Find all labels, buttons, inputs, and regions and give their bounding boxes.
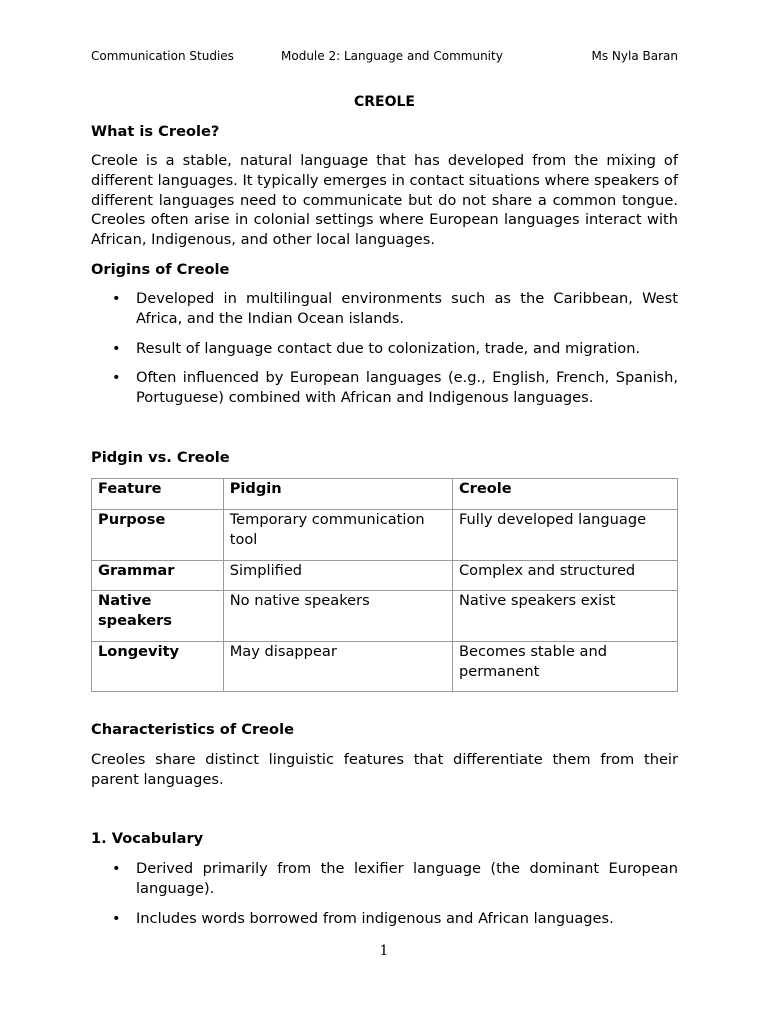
table-header-row xyxy=(92,479,678,510)
bullet-icon: • xyxy=(112,909,121,927)
page-header xyxy=(91,47,678,65)
page-number: 1 xyxy=(379,943,389,959)
page-title: CREOLE xyxy=(353,94,415,110)
comparison-table xyxy=(91,478,678,692)
paragraph-characteristics: Creoles share distinct linguistic features that differentiate them from their parent languages. xyxy=(91,751,678,788)
table-cell: Becomes stable and permanent xyxy=(452,642,677,692)
list-item-text: Includes words borrowed from indigenous and African languages. xyxy=(136,909,614,927)
table-row xyxy=(92,591,678,642)
heading-origins: Origins of Creole xyxy=(91,261,230,278)
table-cell: Complex and structured xyxy=(452,561,677,591)
list-item xyxy=(91,289,678,329)
table-cell-feature: Purpose xyxy=(92,510,224,561)
table-row xyxy=(92,561,678,591)
list-item-text: Developed in multilingual environments such as the Caribbean, West Africa, and the Indian Ocean islands. xyxy=(136,290,678,327)
table-cell-feature: Native speakers xyxy=(92,591,224,642)
table-cell: May disappear xyxy=(223,642,452,692)
table-cell-feature: Longevity xyxy=(92,642,224,692)
vocabulary-list xyxy=(91,859,678,938)
header-module: Module 2: Language and Community xyxy=(281,49,503,63)
list-item-text: Derived primarily from the lexifier language (the dominant European language). xyxy=(136,860,678,897)
list-item xyxy=(91,368,678,408)
header-author: Ms Nyla Baran xyxy=(591,49,678,63)
list-item xyxy=(91,909,678,929)
table-cell: Temporary communication tool xyxy=(223,510,452,561)
table-cell: Simplified xyxy=(223,561,452,591)
paragraph-what-is-creole: Creole is a stable, natural language that has developed from the mixing of different languages. It typically emerges in contact situations where speakers of different languages need to communicate but do not share a common tongue. Creoles often arise in colonial settings where European languages interact with African, Indigenous, and other local languages. xyxy=(91,152,678,249)
table-cell: Native speakers exist xyxy=(452,591,677,642)
heading-what-is-creole: What is Creole? xyxy=(91,123,220,140)
list-item xyxy=(91,859,678,899)
table-header-cell: Pidgin xyxy=(223,479,452,510)
heading-characteristics: Characteristics of Creole xyxy=(91,721,294,738)
bullet-icon: • xyxy=(112,860,121,877)
heading-vocabulary: 1. Vocabulary xyxy=(91,830,204,847)
bullet-icon: • xyxy=(112,290,121,307)
heading-pidgin-vs-creole: Pidgin vs. Creole xyxy=(91,449,230,466)
bullet-icon: • xyxy=(112,369,121,387)
table-cell-feature: Grammar xyxy=(92,561,224,591)
origins-list xyxy=(91,289,678,418)
header-course: Communication Studies xyxy=(91,49,234,63)
list-item xyxy=(91,339,678,359)
list-item-text: Often influenced by European languages (e.g., English, French, Spanish, Portuguese) combined with African and Indigenous languages. xyxy=(136,369,678,407)
table-cell: Fully developed language xyxy=(452,510,677,561)
table-row xyxy=(92,510,678,561)
bullet-icon: • xyxy=(112,339,121,357)
table-header-cell: Feature xyxy=(92,479,224,510)
list-item-text: Result of language contact due to colonization, trade, and migration. xyxy=(136,339,641,357)
table-header-cell: Creole xyxy=(452,479,677,510)
table-cell: No native speakers xyxy=(223,591,452,642)
table-row xyxy=(92,642,678,692)
